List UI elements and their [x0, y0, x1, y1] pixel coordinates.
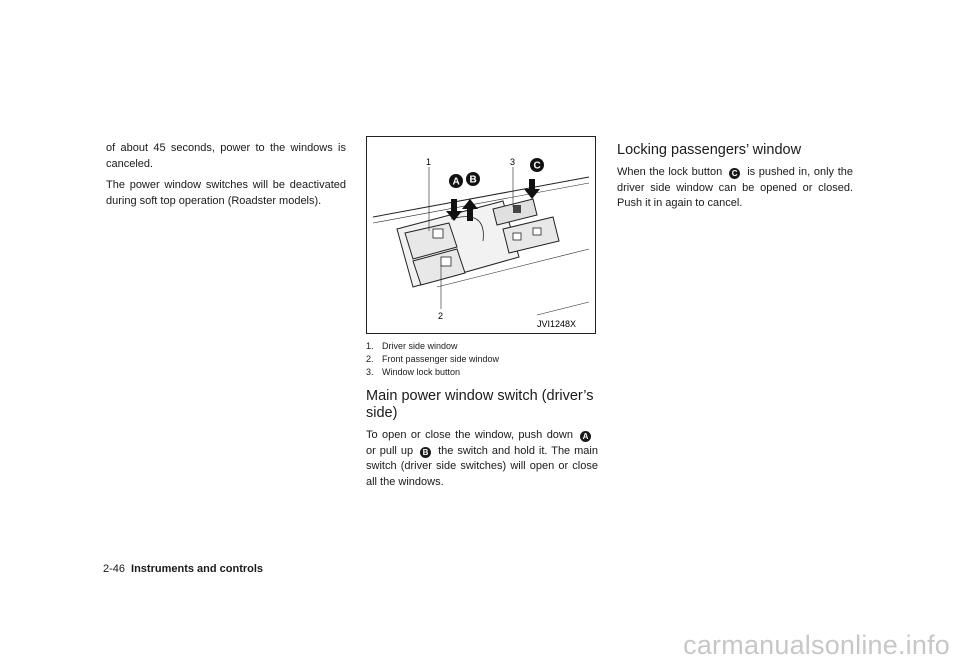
callout-2: 2: [438, 311, 444, 321]
callout-c: C: [533, 160, 541, 172]
caption-item: 1. Driver side window: [366, 341, 458, 351]
window-switch-illustration: [366, 136, 596, 334]
page-footer: [103, 563, 263, 575]
paragraph-continuation: of about 45 seconds, power to the windows is canceled.: [106, 142, 346, 170]
paragraph-main-switch: To open or close the window, push down Aor pull up B the switch and hold it. The main switch (driver side switches) will open or close all the windows.: [366, 429, 598, 488]
figure-code: JVI1248X: [537, 319, 577, 329]
middle-column: [366, 340, 598, 496]
right-column: [617, 142, 853, 218]
badge-c-icon: C: [729, 168, 740, 179]
watermark: carmanualsonline.info: [683, 630, 950, 660]
page-number: 2-46: [103, 563, 126, 575]
figure-captions: [366, 340, 598, 379]
badge-a-icon: A: [580, 431, 591, 442]
section-title: Instruments and controls: [131, 563, 264, 575]
heading-locking: Locking passengers’ window: [617, 142, 802, 158]
callout-a: A: [452, 176, 460, 188]
paragraph-locking: When the lock button C is pushed in, only the driver side window can be opened or closed. Push it in again to cancel.: [617, 166, 853, 209]
arrow-lock: [524, 179, 540, 199]
callout-1: 1: [426, 157, 432, 167]
badge-b-icon: B: [420, 447, 431, 458]
paragraph-soft-top: The power window switches will be deactivated during soft top operation (Roadster models).: [106, 179, 346, 207]
left-column: [106, 141, 346, 215]
caption-item: 3. Window lock button: [366, 367, 461, 377]
callout-b: B: [469, 174, 477, 186]
heading-main-switch: Main power window switch (driver’s side): [366, 388, 594, 421]
switch-diagram: [367, 137, 595, 333]
caption-item: 2. Front passenger side window: [366, 354, 500, 364]
callout-3: 3: [510, 157, 516, 167]
